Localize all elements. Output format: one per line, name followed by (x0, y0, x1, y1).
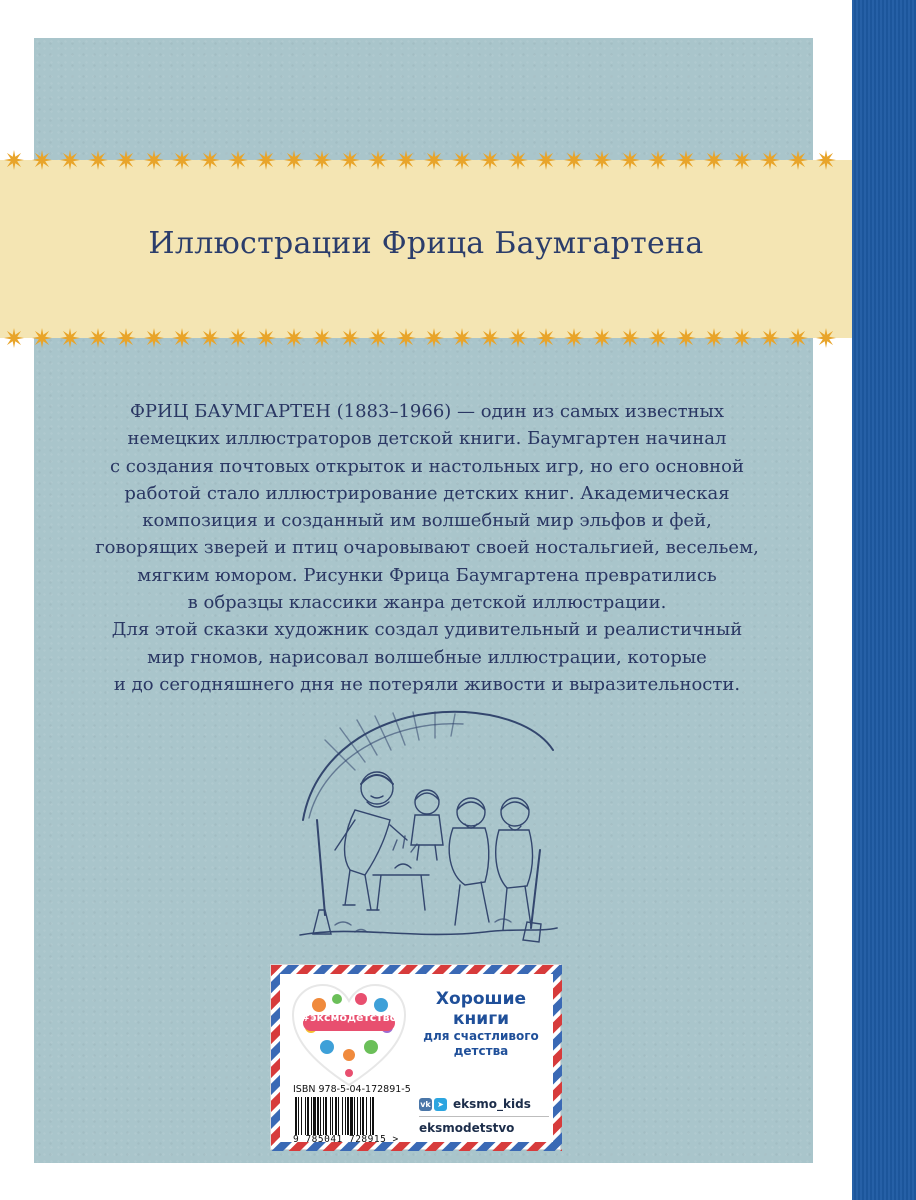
star-icon (32, 150, 52, 170)
star-icon (480, 328, 500, 348)
social-links (419, 1093, 549, 1139)
barcode-bar (360, 1097, 361, 1135)
bio-line: ФРИЦ БАУМГАРТЕН (1883–1966) — один из самых известных (129, 401, 725, 422)
star-icon (536, 150, 556, 170)
star-icon (620, 328, 640, 348)
star-icon (704, 328, 724, 348)
barcode-digits: 9 785041 728915 > (293, 1134, 399, 1145)
barcode-bar (305, 1097, 306, 1135)
barcode-bar (307, 1097, 309, 1135)
star-icon (452, 328, 472, 348)
barcode-bar (320, 1097, 321, 1135)
star-border-bottom (0, 327, 852, 349)
divider (419, 1116, 549, 1117)
bio-line: мягким юмором. Рисунки Фрица Баумгартена превратились (137, 564, 717, 586)
slogan-line: детства (453, 1044, 509, 1058)
barcode-bar (338, 1097, 339, 1135)
slogan-line: для счастливого (423, 1029, 539, 1043)
barcode-bar (372, 1097, 374, 1135)
star-icon (452, 150, 472, 170)
star-icon (88, 328, 108, 348)
slogan-line: книги (453, 1009, 509, 1029)
vk-icon: vk (420, 1099, 431, 1109)
website-label: eksmodetstvo (419, 1121, 515, 1135)
star-icon (480, 150, 500, 170)
star-icon (340, 150, 360, 170)
isbn-text: ISBN 978-5-04-172891-5 (293, 1084, 411, 1095)
star-icon (396, 150, 416, 170)
telegram-icon: ➤ (434, 1098, 447, 1111)
star-icon (116, 328, 136, 348)
star-icon (4, 150, 24, 170)
barcode-bar (345, 1097, 346, 1135)
bio-line: в образцы классики жанра детской иллюстрации. (187, 592, 667, 614)
barcode (293, 1097, 405, 1135)
website-row[interactable] (419, 1117, 549, 1139)
star-icon (564, 150, 584, 170)
slogan (409, 989, 553, 1059)
bio-line: Для этой сказки художник создал удивительный и реалистичный (111, 619, 743, 641)
star-icon (816, 150, 836, 170)
slogan-line: Хорошие (435, 989, 527, 1009)
barcode-bar (325, 1097, 327, 1135)
star-icon (340, 328, 360, 348)
barcode-bar (311, 1097, 312, 1135)
star-icon (284, 150, 304, 170)
barcode-bar (332, 1097, 333, 1135)
star-icon (228, 150, 248, 170)
social-handle: eksmo_kids (453, 1097, 531, 1111)
star-icon (312, 150, 332, 170)
star-icon (368, 150, 388, 170)
illustrator-bio (62, 398, 792, 698)
bio-line: и до сегодняшнего дня не потеряли живости и выразительности. (113, 673, 741, 695)
star-icon (676, 150, 696, 170)
star-icon (200, 328, 220, 348)
star-icon (760, 328, 780, 348)
barcode-bar (317, 1097, 319, 1135)
bio-line: работой стало иллюстрирование детских книг. Академическая (124, 482, 730, 504)
star-icon (648, 150, 668, 170)
bio-line: мир гномов, нарисовал волшебные иллюстрации, которые (147, 646, 707, 668)
star-icon (788, 150, 808, 170)
star-icon (172, 150, 192, 170)
barcode-bar (313, 1097, 316, 1135)
star-icon (88, 150, 108, 170)
barcode-bar (366, 1097, 367, 1135)
star-icon (256, 150, 276, 170)
star-border-top (0, 149, 852, 171)
barcode-bar (370, 1097, 371, 1135)
star-icon (396, 328, 416, 348)
star-icon (144, 150, 164, 170)
social-row[interactable] (419, 1093, 549, 1115)
barcode-bar (357, 1097, 358, 1135)
publisher-sticker (270, 964, 561, 1150)
barcode-bar (323, 1097, 324, 1135)
barcode-bar (362, 1097, 364, 1135)
bio-line: немецких иллюстраторов детской книги. Баумгартен начинал (127, 428, 727, 450)
barcode-bar (347, 1097, 349, 1135)
bio-line: композиция и созданный им волшебный мир эльфов и фей, (142, 510, 712, 532)
star-icon (32, 328, 52, 348)
star-icon (760, 150, 780, 170)
barcode-bar (295, 1097, 297, 1135)
star-icon (60, 150, 80, 170)
barcode-bar (335, 1097, 337, 1135)
star-icon (368, 328, 388, 348)
heart-logo-icon (289, 981, 409, 1089)
star-icon (732, 150, 752, 170)
star-icon (620, 150, 640, 170)
star-icon (592, 150, 612, 170)
star-icon (256, 328, 276, 348)
star-icon (564, 328, 584, 348)
barcode-bar (342, 1097, 343, 1135)
star-icon (676, 328, 696, 348)
barcode-bar (301, 1097, 302, 1135)
star-icon (172, 328, 192, 348)
star-icon (788, 328, 808, 348)
star-icon (424, 328, 444, 348)
barcode-bar (350, 1097, 353, 1135)
star-icon (60, 328, 80, 348)
hashtag-label: #эксмодетство (300, 1011, 398, 1024)
barcode-bar (354, 1097, 355, 1135)
ribbon-title: Иллюстрации Фрица Баумгартена (148, 226, 704, 261)
star-icon (284, 328, 304, 348)
star-icon (312, 328, 332, 348)
star-icon (144, 328, 164, 348)
star-icon (116, 150, 136, 170)
star-icon (536, 328, 556, 348)
bio-line: говорящих зверей и птиц очаровывают своей ностальгией, весельем, (95, 537, 759, 559)
star-icon (732, 328, 752, 348)
star-icon (200, 150, 220, 170)
barcode-bar (298, 1097, 299, 1135)
star-icon (816, 328, 836, 348)
bio-line: с создания почтовых открыток и настольных игр, но его основной (109, 455, 744, 477)
star-icon (508, 150, 528, 170)
star-icon (704, 150, 724, 170)
star-icon (4, 328, 24, 348)
gnomes-illustration (295, 700, 560, 955)
star-icon (592, 328, 612, 348)
book-spine (852, 0, 916, 1200)
star-icon (648, 328, 668, 348)
barcode-bar (330, 1097, 331, 1135)
star-icon (228, 328, 248, 348)
star-icon (508, 328, 528, 348)
star-icon (424, 150, 444, 170)
